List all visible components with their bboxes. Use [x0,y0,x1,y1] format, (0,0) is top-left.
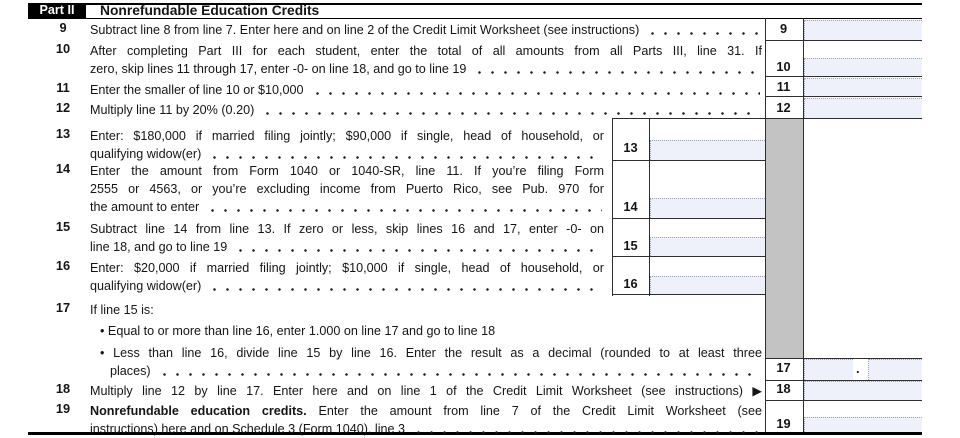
line-17-intro: If line 15 is: [90,302,154,317]
line-16-number: 16 [55,257,71,273]
dot-leader [311,91,760,96]
rule [765,400,922,401]
part-title: Nonrefundable Education Credits [100,3,320,18]
line-13-number: 13 [55,125,71,141]
line-14-text: Enter the amount from Form 1040 or 1040-SR, line 11. If you’re filing Form 2555 or 4563, or you’re excluding income from Puerto Rico, see Pub. 970 for the amount to enter [90,164,604,214]
line-17-box-number: 17 [776,359,791,375]
line-11-entry-field[interactable] [804,78,922,97]
dot-leader [261,111,760,116]
rule [765,40,922,41]
line-16-entry-field[interactable] [650,276,765,294]
line-17-decimal-point: . [856,361,860,376]
line-13-box-number: 13 [623,140,638,155]
line-10-text: After completing Part III for each student, enter the total of all amounts from all Parts III, line 31. If zero, skip lines 11 through 17, enter -0- on line 18, and go to line 19 [90,44,762,76]
line-9-box-number: 9 [779,21,788,36]
line-10-entry-field[interactable] [804,58,922,77]
line-15-entry-field[interactable] [650,237,765,256]
rule [612,294,766,295]
dot-leader [208,287,602,292]
line-13-text: Enter: $180,000 if married filing jointly; $90,000 if single, head of household, or qualifying widow(er) [90,128,604,161]
rule [612,218,766,219]
line-18-text: Multiply line 12 by line 17. Enter here and on line 1 of the Credit Limit Worksheet (see instructions) ▶ [90,383,763,398]
line-18-entry-field[interactable] [804,381,922,400]
line-17-entry-field-whole[interactable] [804,359,853,380]
rule [612,160,766,161]
line-13-entry-field[interactable] [650,140,765,160]
line-19-number: 19 [55,401,71,416]
line-15-text: Subtract line 14 from line 13. If zero or less, skip lines 16 and 17, enter -0- on line 18, and go to line 19 [90,221,604,254]
line-17-number: 17 [55,299,71,315]
line-19-box-number: 19 [776,416,791,431]
dot-leader [206,208,602,213]
line-11-text: Enter the smaller of line 10 or $10,000 [90,81,762,99]
line-19-text: Nonrefundable education credits. Enter the amount from line 7 of the Credit Limit Worksheet (see instructions) here and on Schedule 3 (Form 1040), line 3 [90,404,762,436]
line-17-bullet-1: • Equal to or more than line 16, enter 1.000 on line 17 and go to line 18 [100,324,496,338]
dot-leader [234,248,602,253]
line-19-entry-field[interactable] [804,417,922,433]
line-12-number: 12 [55,99,71,115]
dot-leader [646,31,760,36]
line-9-number: 9 [59,20,67,35]
line-15-number: 15 [55,218,71,234]
dot-leader [158,372,760,377]
line-17-bullet-2: • Less than line 16, divide line 15 by line 16. Enter the result as a decimal (rounded to at least three places) [100,345,762,378]
shaded-area [766,119,803,358]
line-10-number: 10 [55,41,71,56]
rule [28,18,922,20]
line-14-box-number: 14 [623,198,638,214]
line-10-box-number: 10 [776,59,791,74]
line-16-box-number: 16 [623,276,638,291]
line-11-box-number: 11 [776,79,791,94]
dot-leader [473,70,760,75]
line-9-text: Subtract line 8 from line 7. Enter here and on line 2 of the Credit Limit Worksheet (see instructions) [90,21,762,39]
line-12-entry-field[interactable] [804,98,922,118]
line-12-text: Multiply line 11 by 20% (0.20) [90,101,762,119]
dot-leader [412,430,760,435]
line-17-entry-field-decimal[interactable] [868,359,922,380]
bullet-marker: • [100,345,105,360]
bullet-marker: • [100,324,105,338]
line-11-number: 11 [56,79,70,95]
line-12-box-number: 12 [776,99,791,115]
line-18-number: 18 [55,380,71,396]
line-14-number: 14 [55,161,71,176]
line-14-entry-field[interactable] [650,198,765,218]
arrow-icon: ▶ [752,383,763,398]
line-16-text: Enter: $20,000 if married filing jointly; $10,000 if single, head of household, or qualifying widow(er) [90,260,604,293]
line-9-entry-field[interactable] [804,20,922,40]
part-label-tab: Part II [28,3,86,18]
line-18-box-number: 18 [776,381,791,396]
dot-leader [208,155,602,160]
rule [612,256,766,257]
line-15-box-number: 15 [623,237,638,253]
